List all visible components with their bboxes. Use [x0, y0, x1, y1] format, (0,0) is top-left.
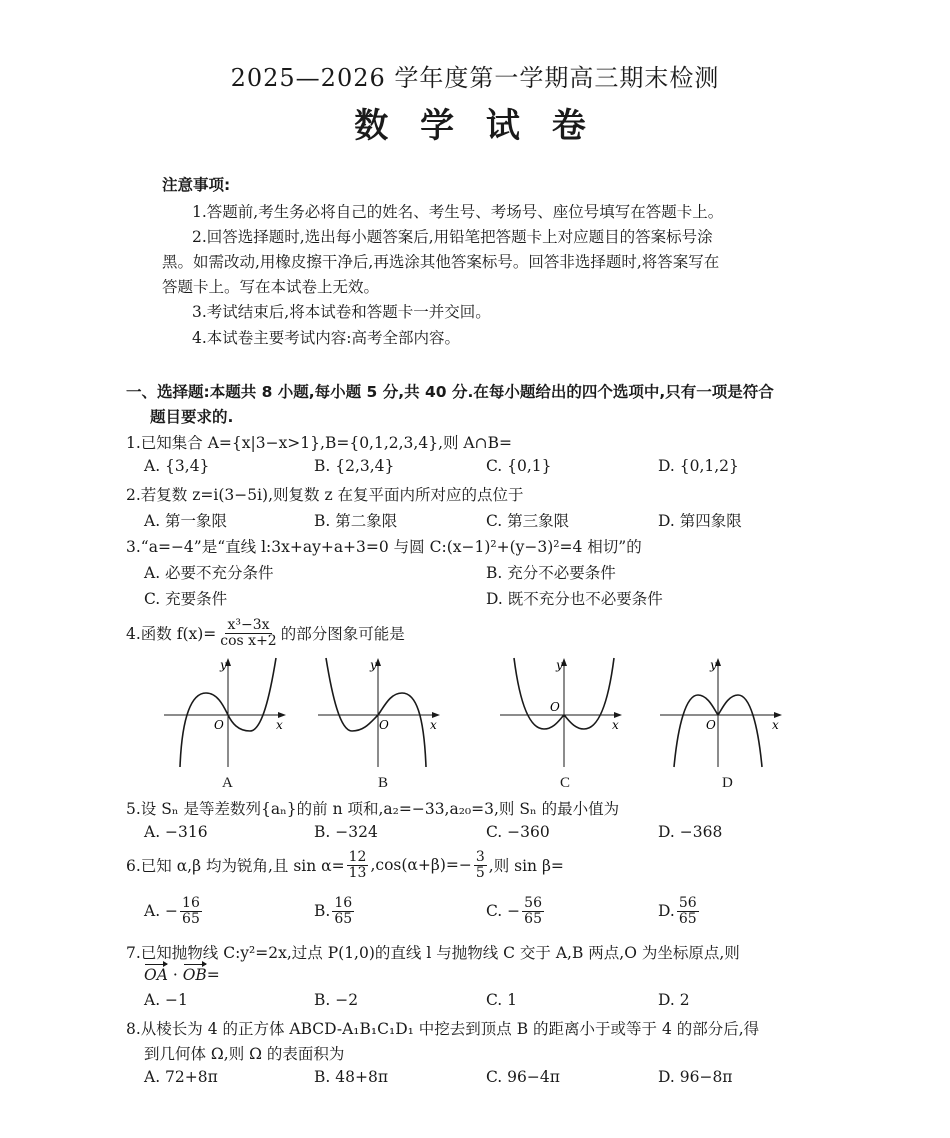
q3-option-d: D. 既不充分也不必要条件	[486, 590, 663, 608]
notice-item-3: 3.考试结束后,将本试卷和答题卡一并交回。	[192, 303, 491, 321]
q5-option-d: D. −368	[658, 823, 723, 841]
x-axis-label: x	[612, 718, 619, 732]
q4-stem-suffix: 的部分图象可能是	[280, 625, 405, 644]
dot-product-symbol: ·	[167, 966, 183, 984]
q6-option-b-prefix: B.	[314, 902, 331, 921]
q3-option-b: B. 充分不必要条件	[486, 564, 616, 582]
q6-option-a-fraction	[180, 896, 202, 926]
q6-option-a-prefix: A. −	[144, 902, 179, 921]
q2-option-a: A. 第一象限	[144, 512, 228, 530]
q4-graph-c-label: C	[560, 775, 571, 791]
q7-option-a: A. −1	[144, 991, 188, 1009]
q1-option-b: B. {2,3,4}	[314, 457, 395, 475]
q6-fraction-2-numerator: 3	[475, 849, 485, 865]
equals-symbol: =	[206, 966, 220, 984]
q6-fraction-1-denominator: 13	[348, 864, 367, 881]
notice-item-2-line3: 答题卡上。写在本试卷上无效。	[162, 278, 380, 296]
q6-option-d-prefix: D.	[658, 902, 675, 921]
q4-fraction	[218, 618, 278, 648]
vector-ob: OB	[182, 966, 207, 984]
q7-option-b: B. −2	[314, 991, 359, 1009]
notice-item-4: 4.本试卷主要考试内容:高考全部内容。	[192, 329, 461, 347]
q8-option-a: A. 72+8π	[144, 1068, 218, 1086]
q4-graph-b-label: B	[378, 775, 389, 791]
y-axis-label: y	[556, 658, 563, 672]
section-heading-line1: 一、选择题:本题共 8 小题,每小题 5 分,共 40 分.在每小题给出的四个选项中,只有一项是符合	[126, 383, 774, 401]
q8-option-c: C. 96−4π	[486, 1068, 560, 1086]
q4-graph-a-label: A	[222, 775, 233, 791]
q5-stem: 5.设 Sₙ 是等差数列{aₙ}的前 n 项和,a₂=−33,a₂₀=3,则 Sₙ 的最小值为	[126, 800, 620, 818]
q1-option-a: A. {3,4}	[144, 457, 210, 475]
q4-fraction-numerator: x³−3x	[227, 617, 270, 633]
q4-graph-a	[162, 655, 292, 770]
q8-option-b: B. 48+8π	[314, 1068, 389, 1086]
q4-graph-c	[498, 655, 628, 770]
q6-stem-suffix: ,则 sin β=	[488, 857, 564, 876]
q6-option-d-denominator: 65	[678, 910, 697, 927]
q1-stem: 1.已知集合 A={x|3−x>1},B={0,1,2,3,4},则 A∩B=	[126, 434, 512, 452]
vector-oa: OA	[144, 966, 168, 984]
q1-option-d: D. {0,1,2}	[658, 457, 739, 475]
q6-option-c-fraction	[522, 896, 544, 926]
q2-option-c: C. 第三象限	[486, 512, 570, 530]
q6-option-b	[314, 896, 356, 926]
origin-label: O	[379, 718, 389, 732]
q6-option-b-numerator: 16	[334, 895, 353, 911]
x-axis-label: x	[772, 718, 779, 732]
q6-option-d-fraction	[677, 896, 699, 926]
notice-item-2-line2: 黑。如需改动,用橡皮擦干净后,再选涂其他答案标号。回答非选择题时,将答案写在	[162, 253, 720, 271]
origin-label: O	[550, 700, 560, 714]
q4-fraction-denominator: cos x+2	[220, 632, 277, 649]
exam-title: 数 学 试 卷	[354, 106, 596, 146]
q6-option-b-fraction	[332, 896, 354, 926]
q6-option-a-numerator: 16	[182, 895, 200, 911]
q8-stem-line2: 到几何体 Ω,则 Ω 的表面积为	[144, 1045, 345, 1063]
x-axis-label: x	[276, 718, 283, 732]
q6-option-c-numerator: 56	[524, 895, 542, 911]
origin-label: O	[214, 718, 224, 732]
q6-fraction-2	[474, 850, 487, 880]
notice-item-2-line1: 2.回答选择题时,选出每小题答案后,用铅笔把答题卡上对应题目的答案标号涂	[192, 228, 713, 246]
q3-stem: 3.“a=−4”是“直线 l:3x+ay+a+3=0 与圆 C:(x−1)²+(y−3)²=4 相切”的	[126, 538, 642, 556]
q3-option-a: A. 必要不充分条件	[144, 564, 274, 582]
q4-graph-d-label: D	[722, 775, 733, 791]
notice-title: 注意事项:	[162, 176, 231, 194]
notice-item-1: 1.答题前,考生务必将自己的姓名、考生号、考场号、座位号填写在答题卡上。	[192, 203, 724, 221]
q6-option-b-denominator: 65	[334, 910, 353, 927]
q6-fraction-2-denominator: 5	[475, 864, 485, 881]
q6-fraction-1-numerator: 12	[348, 849, 367, 865]
q6-stem	[126, 850, 564, 880]
x-axis-label: x	[430, 718, 437, 732]
q4-stem-prefix: 4.函数 f(x)=	[126, 625, 217, 644]
q6-option-c-denominator: 65	[524, 910, 542, 927]
q1-option-c: C. {0,1}	[486, 457, 552, 475]
q8-stem-line1: 8.从棱长为 4 的正方体 ABCD-A₁B₁C₁D₁ 中挖去到顶点 B 的距离小于或等于 4 的部分后,得	[126, 1020, 760, 1038]
q7-option-d: D. 2	[658, 991, 690, 1009]
function-curve	[326, 658, 426, 767]
q6-fraction-1	[347, 850, 369, 880]
q4-graph-d	[658, 655, 788, 770]
q2-stem: 2.若复数 z=i(3−5i),则复数 z 在复平面内所对应的点位于	[126, 486, 524, 504]
exam-header-line1: 2025—2026 学年度第一学期高三期末检测	[230, 64, 720, 92]
q4-stem	[126, 618, 405, 648]
q6-option-c-prefix: C. −	[486, 902, 521, 921]
q7-option-c: C. 1	[486, 991, 518, 1009]
q3-option-c: C. 充要条件	[144, 590, 228, 608]
q7-stem-vector-line	[144, 966, 220, 984]
q6-option-c	[486, 896, 546, 926]
y-axis-label: y	[370, 658, 377, 672]
q6-option-a-denominator: 65	[182, 910, 200, 927]
q7-stem: 7.已知抛物线 C:y²=2x,过点 P(1,0)的直线 l 与抛物线 C 交于 A,B 两点,O 为坐标原点,则	[126, 944, 740, 962]
q5-option-c: C. −360	[486, 823, 550, 841]
q6-option-d	[658, 896, 701, 926]
q8-option-d: D. 96−8π	[658, 1068, 733, 1086]
q6-option-d-numerator: 56	[678, 895, 697, 911]
q6-stem-middle: ,cos(α+β)=−	[370, 856, 472, 875]
q6-option-a	[144, 896, 204, 926]
y-axis-label: y	[220, 658, 227, 672]
q2-option-d: D. 第四象限	[658, 512, 742, 530]
q6-stem-prefix: 6.已知 α,β 均为锐角,且 sin α=	[126, 857, 345, 876]
q5-option-a: A. −316	[144, 823, 208, 841]
y-axis-label: y	[710, 658, 717, 672]
q5-option-b: B. −324	[314, 823, 378, 841]
section-heading-line2: 题目要求的.	[150, 408, 234, 426]
q4-graph-b	[316, 655, 446, 770]
q2-option-b: B. 第二象限	[314, 512, 398, 530]
origin-label: O	[706, 718, 716, 732]
